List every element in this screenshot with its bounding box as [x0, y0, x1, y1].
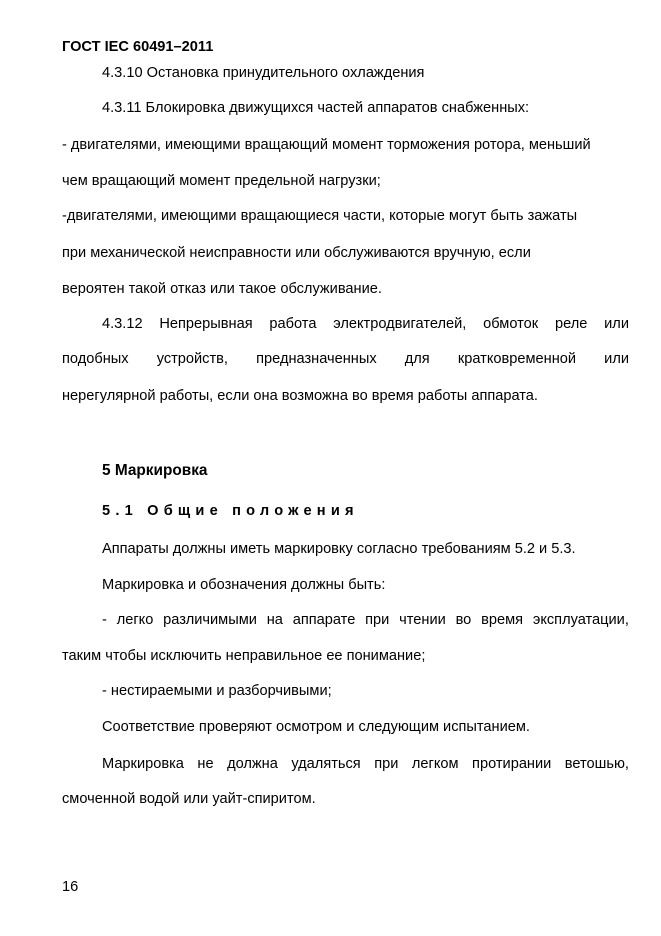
list-item-motor-2-line-2: при механической неисправности или обслуживаются вручную, если — [62, 245, 531, 261]
word: при — [365, 612, 390, 628]
word: различимыми — [163, 612, 257, 628]
word: Непрерывная — [159, 316, 253, 332]
word: обмоток — [483, 316, 539, 332]
list-item-motor-2-line-1: -двигателями, имеющими вращающиеся части, которые могут быть зажаты — [62, 208, 578, 224]
word: или — [604, 351, 629, 367]
word: или — [604, 316, 629, 332]
clause-4-3-12-line-1 — [102, 315, 629, 333]
word: устройств, — [156, 351, 228, 367]
word: электродвигателей, — [333, 316, 467, 332]
word: кратковременной — [457, 351, 577, 367]
word: чтении — [399, 612, 446, 628]
word: 4.3.12 — [102, 316, 143, 332]
word: удаляться — [291, 756, 361, 772]
word: аппарате — [292, 612, 356, 628]
word: - — [102, 612, 107, 628]
word: не — [197, 756, 214, 772]
word: должна — [227, 756, 278, 772]
list-item-indelible: - нестираемыми и разборчивыми; — [102, 683, 332, 699]
section-5-1-subtitle: 5.1 Общие положения — [102, 503, 359, 519]
word: для — [404, 351, 430, 367]
list-item-motor-1-line-2: чем вращающий момент предельной нагрузки; — [62, 173, 381, 189]
clause-4-3-12-line-3: нерегулярной работы, если она возможна во время работы аппарата. — [62, 388, 538, 404]
word: время — [481, 612, 524, 628]
document-header: ГОСТ IEC 60491–2011 — [62, 39, 214, 55]
word: работа — [269, 316, 317, 332]
word: легко — [116, 612, 154, 628]
clause-4-3-10: 4.3.10 Остановка принудительного охлаждения — [102, 65, 425, 81]
word: легком — [411, 756, 459, 772]
paragraph-marking-requirement: Аппараты должны иметь маркировку согласно требованиям 5.2 и 5.3. — [102, 541, 576, 557]
paragraph-wipe-test-line-2: смоченной водой или уайт-спиритом. — [62, 791, 316, 807]
word: эксплуатации, — [532, 612, 629, 628]
word: ветошью, — [564, 756, 629, 772]
paragraph-marking-must-be: Маркировка и обозначения должны быть: — [102, 577, 386, 593]
clause-4-3-12-line-2 — [62, 350, 629, 368]
word: при — [374, 756, 399, 772]
list-item-motor-2-line-3: вероятен такой отказ или такое обслуживание. — [62, 281, 382, 297]
word: на — [266, 612, 283, 628]
word: Маркировка — [102, 756, 184, 772]
word: протирании — [472, 756, 552, 772]
word: предназначенных — [256, 351, 377, 367]
paragraph-compliance-check: Соответствие проверяют осмотром и следующим испытанием. — [102, 719, 530, 735]
word: во — [455, 612, 472, 628]
clause-4-3-11: 4.3.11 Блокировка движущихся частей аппаратов снабженных: — [102, 100, 530, 116]
word: реле — [554, 316, 588, 332]
paragraph-wipe-test-line-1 — [102, 755, 629, 773]
section-5-title: 5 Маркировка — [102, 462, 208, 479]
list-item-legible-line-1 — [102, 611, 629, 629]
page-number: 16 — [62, 879, 79, 895]
word: подобных — [62, 351, 129, 367]
list-item-motor-1-line-1: - двигателями, имеющими вращающий момент торможения ротора, меньший — [62, 137, 591, 153]
list-item-legible-line-2: таким чтобы исключить неправильное ее понимание; — [62, 648, 426, 664]
